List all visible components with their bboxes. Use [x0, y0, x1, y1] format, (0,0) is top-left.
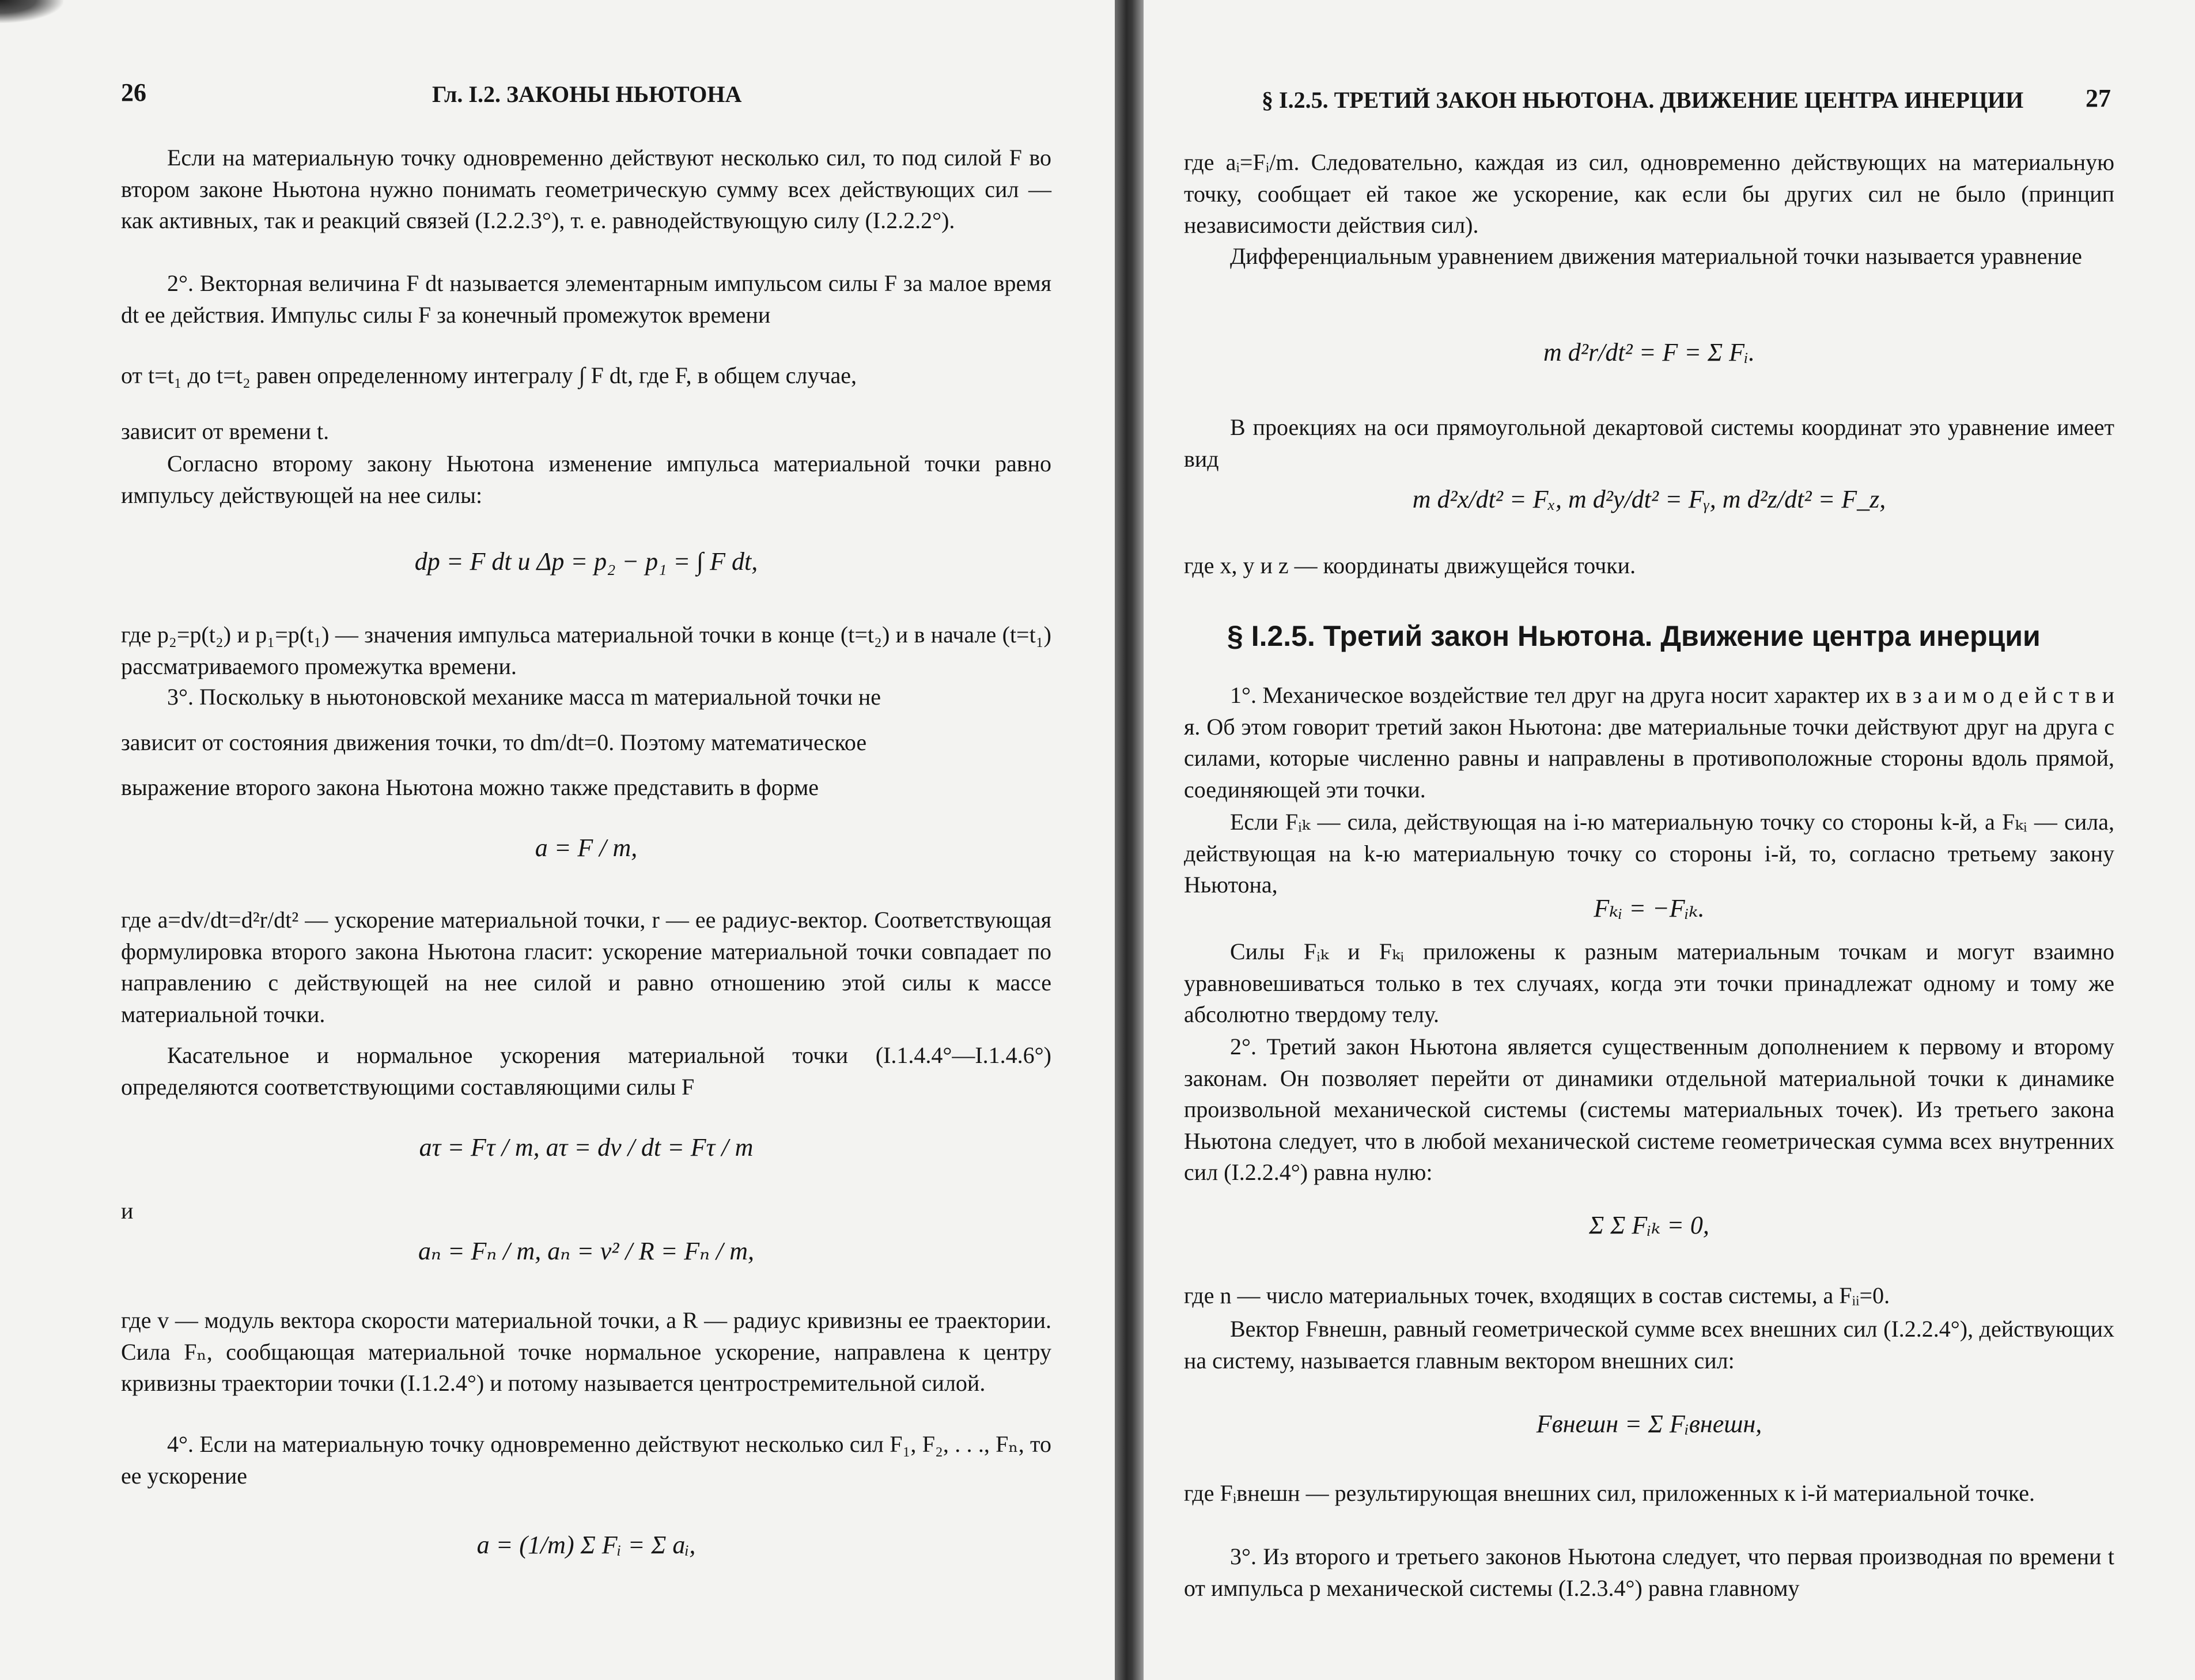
formula-newton-second: a = F / m,	[535, 834, 638, 862]
paragraph: где n — число материальных точек, входящих в состав системы, а Fᵢᵢ=0.	[1184, 1282, 1890, 1308]
paragraph: Согласно второму закону Ньютона изменение импульса материальной точки равно импульсу действующей на нее силы:	[121, 451, 1051, 508]
formula-normal: aₙ = Fₙ / m, aₙ = v² / R = Fₙ / m,	[418, 1237, 754, 1265]
paragraph: и	[121, 1198, 134, 1224]
paragraph: 3°. Поскольку в ньютоновской механике масса m материальной точки не	[167, 684, 881, 710]
paragraph: Силы Fᵢₖ и Fₖᵢ приложены к разным материальным точкам и могут взаимно уравновешиваться только в тех случаях, когда эти точки принадлежат одному и тому же абсолютно твердому телу.	[1184, 939, 2114, 1027]
paragraph: Если на материальную точку одновременно действуют несколько сил, то под силой F во втором законе Ньютона нужно понимать геометрическую сумму всех действующих сил — как активных, так и реакций связей (I.2.2.3°), т. е. равнодействующую силу (I.2.2.2°).	[121, 145, 1051, 233]
formula-tangential: aτ = Fτ / m, aτ = dv / dt = Fτ / m	[419, 1133, 754, 1161]
formula-acceleration-sum: a = (1/m) Σ Fᵢ = Σ aᵢ,	[476, 1531, 696, 1559]
paragraph: от t=t₁ до t=t₂ равен определенному интегралу ∫ F dt, где F, в общем случае,	[121, 362, 857, 388]
paragraph: где a=dv/dt=d²r/dt² — ускорение материальной точки, r — ее радиус-вектор. Соответствующая формулировка второго закона Ньютона гласит: ускорение материальной точки совпадает по направлению с действующей на нее силой и равно отношению этой силы к массе материальной точки.	[121, 907, 1051, 1027]
paragraph: Касательное и нормальное ускорения материальной точки (I.1.4.4°—I.1.4.6°) определяются соответствующими составляющими силы F	[121, 1042, 1051, 1100]
formula-differential-motion: m d²r/dt² = F = Σ Fᵢ.	[1543, 338, 1755, 366]
paragraph: Дифференциальным уравнением движения материальной точки называется уравнение	[1230, 243, 2082, 269]
paragraph: зависит от состояния движения точки, то dm/dt=0. Поэтому математическое	[121, 729, 867, 755]
formula-third-law: Fₖᵢ = −Fᵢₖ.	[1594, 894, 1705, 922]
left-page-number: 26	[121, 78, 146, 107]
right-page-number: 27	[2086, 84, 2111, 112]
paragraph: зависит от времени t.	[121, 418, 330, 444]
paragraph: выражение второго закона Ньютона можно также представить в форме	[121, 774, 819, 800]
paragraph: Если Fᵢₖ — сила, действующая на i-ю материальную точку со стороны k-й, а Fₖᵢ — сила, действующая на k-ю материальную точку со стороны i-й, то, согласно третьему закону Ньютона,	[1184, 809, 2114, 898]
paragraph: 3°. Из второго и третьего законов Ньютона следует, что первая производная по времени t от импульса p механической системы (I.2.3.4°) равна главному	[1184, 1543, 2114, 1601]
paragraph: где aᵢ=Fᵢ/m. Следовательно, каждая из сил, одновременно действующих на материальную точку, сообщает ей такое же ускорение, как если бы других сил не было (принцип независимости действия сил).	[1184, 149, 2114, 238]
section-title: § I.2.5. Третий закон Ньютона. Движение центра инерции	[1227, 620, 2041, 652]
right-running-head: § I.2.5. ТРЕТИЙ ЗАКОН НЬЮТОНА. ДВИЖЕНИЕ ЦЕНТРА ИНЕРЦИИ	[1262, 87, 2024, 113]
paragraph: где v — модуль вектора скорости материальной точки, а R — радиус кривизны ее траектории. Сила Fₙ, сообщающая материальной точке нормальное ускорение, направлена к центру кривизны траектории точки (I.1.2.4°) и потому называется центростремительной силой.	[121, 1307, 1051, 1396]
paragraph: В проекциях на оси прямоугольной декартовой системы координат это уравнение имеет вид	[1184, 414, 2114, 472]
formula-momentum: dp = F dt и Δp = p₂ − p₁ = ∫ F dt,	[414, 547, 758, 576]
formula-internal-forces-sum: Σ Σ Fᵢₖ = 0,	[1589, 1211, 1709, 1239]
paragraph: где x, y и z — координаты движущейся точки.	[1184, 553, 1636, 578]
left-running-head: Гл. I.2. ЗАКОНЫ НЬЮТОНА	[432, 81, 742, 107]
formula-projections: m d²x/dt² = Fₓ, m d²y/dt² = Fᵧ, m d²z/dt² = F_z,	[1412, 485, 1886, 513]
paragraph: где Fᵢвнешн — результирующая внешних сил, приложенных к i-й материальной точке.	[1184, 1480, 2035, 1506]
formula-external-vector: Fвнешн = Σ Fᵢвнешн,	[1536, 1410, 1762, 1438]
paragraph: 4°. Если на материальную точку одновременно действуют несколько сил F₁, F₂, . . ., Fₙ, то ее ускорение	[121, 1431, 1051, 1489]
paragraph: 2°. Векторная величина F dt называется элементарным импульсом силы F за малое время dt ее действия. Импульс силы F за конечный промежуток времени	[121, 270, 1051, 328]
paragraph: Вектор Fвнешн, равный геометрической сумме всех внешних сил (I.2.2.4°), действующих на систему, называется главным вектором внешних сил:	[1184, 1316, 2114, 1373]
paragraph: 2°. Третий закон Ньютона является существенным дополнением к первому и второму законам. Он позволяет перейти от динамики отдельной материальной точки к динамике произвольной механической системы (системы материальных точек). Из третьего закона Ньютона следует, что в любой механической системе геометрическая сумма всех внутренних сил (I.2.2.4°) равна нулю:	[1184, 1034, 2114, 1185]
scan-corner-shadow	[0, 0, 63, 23]
book-spine	[1115, 0, 1144, 1680]
paragraph: 1°. Механическое воздействие тел друг на друга носит характер их в з а и м о д е й с т в и я. Об этом говорит третий закон Ньютона: две материальные точки действуют друг на друга с силами, которые численно равны и направлены в противоположные стороны вдоль прямой, соединяющей эти точки.	[1184, 682, 2114, 803]
paragraph: где p₂=p(t₂) и p₁=p(t₁) — значения импульса материальной точки в конце (t=t₂) и в начале (t=t₁) рассматриваемого промежутка времени.	[121, 622, 1051, 679]
